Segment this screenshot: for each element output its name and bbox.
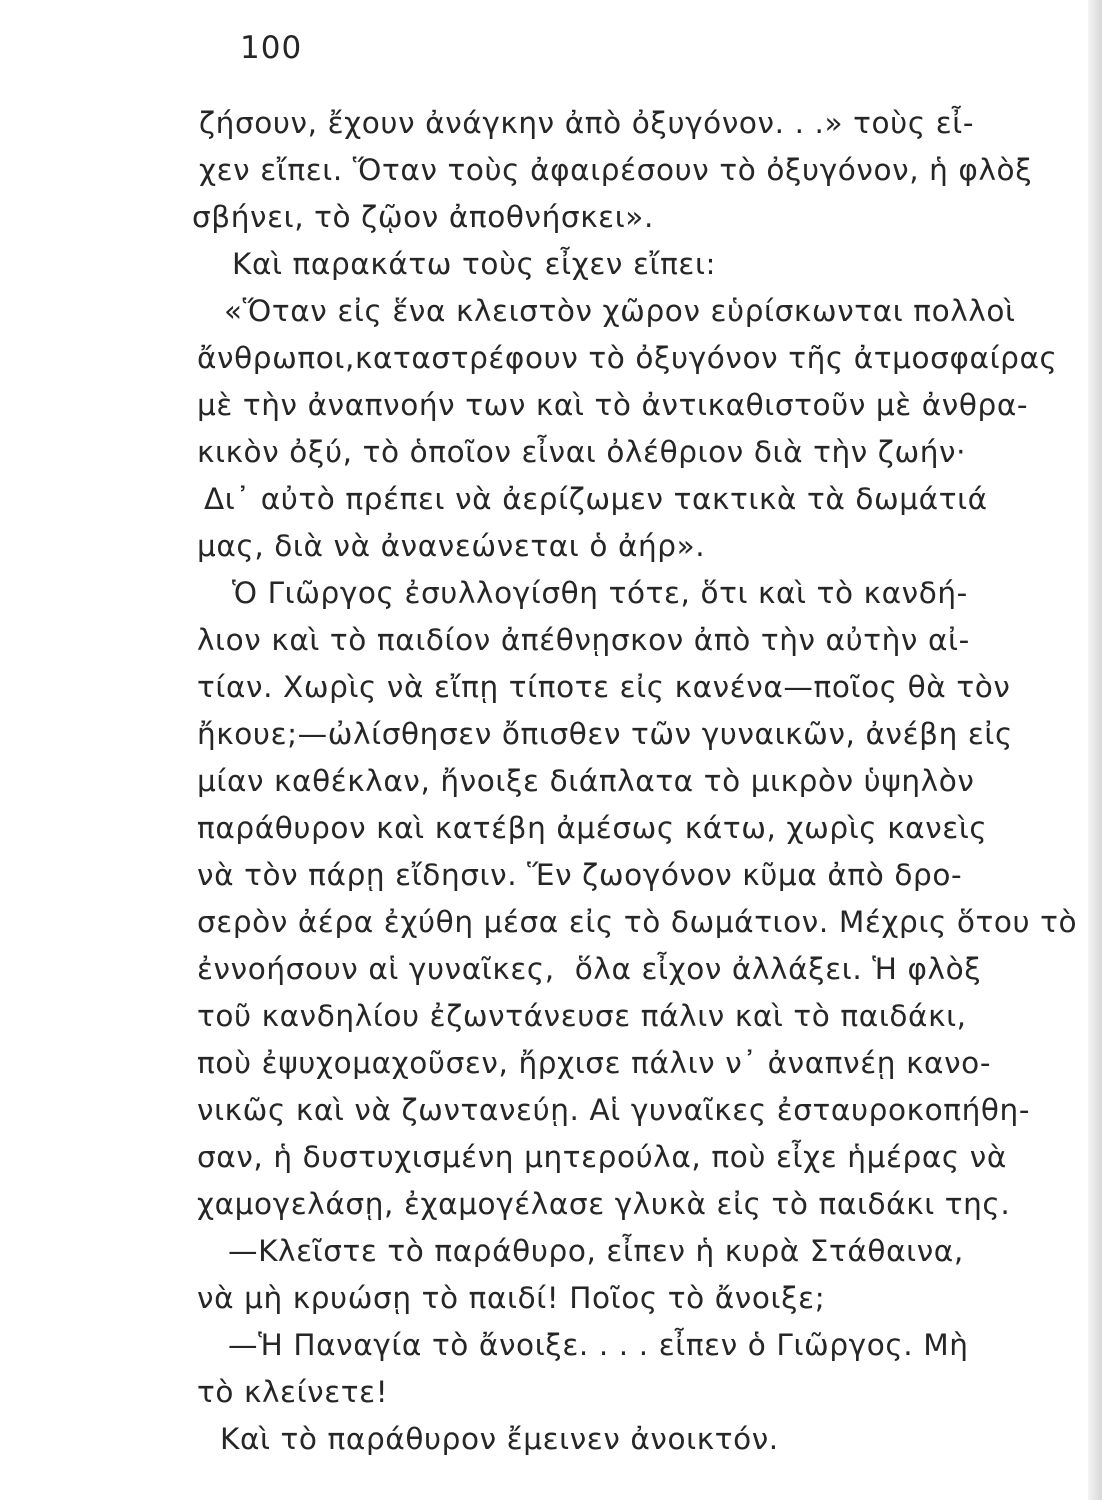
- text-line: νὰ τὸν πάρῃ εἴδησιν. Ἕν ζωογόνον κῦμα ἀπὸ δρο-: [197, 858, 963, 892]
- text-line: μὲ τὴν ἀναπνοήν των καὶ τὸ ἀντικαθιστοῦν μὲ ἀνθρα-: [197, 388, 1029, 422]
- text-line: λιον καὶ τὸ παιδίον ἀπέθνῃσκον ἀπὸ τὴν αὐτὴν αἰ-: [197, 623, 970, 657]
- text-line: τὸ κλείνετε!: [197, 1375, 389, 1409]
- text-line: τοῦ κανδηλίου ἐζωντάνευσε πάλιν καὶ τὸ παιδάκι,: [197, 999, 967, 1033]
- text-line: Καὶ παρακάτω τοὺς εἶχεν εἴπει:: [232, 247, 717, 281]
- text-line: μίαν καθέκλαν, ἤνοιξε διάπλατα τὸ μικρὸν ὑψηλὸν: [197, 764, 975, 798]
- text-line: σερὸν ἀέρα ἐχύθη μέσα εἰς τὸ δωμάτιον. Μέχρις ὅτου τὸ: [197, 905, 1078, 939]
- text-line: Ὁ Γιῶργος ἐσυλλογίσθη τότε, ὅτι καὶ τὸ κανδή-: [232, 576, 968, 610]
- text-line: ἐννοήσουν αἱ γυναῖκες, ὅλα εἶχον ἀλλάξει. Ἡ φλὸξ: [197, 952, 982, 986]
- text-line: χεν εἴπει. Ὅταν τοὺς ἀφαιρέσουν τὸ ὀξυγόνον, ἡ φλὸξ: [199, 153, 1033, 187]
- text-line: χαμογελάσῃ, ἐχαμογέλασε γλυκὰ εἰς τὸ παιδάκι της.: [197, 1187, 1011, 1221]
- text-line: σαν, ἡ δυστυχισμένη μητερούλα, ποὺ εἶχε ἡμέρας νὰ: [197, 1140, 1007, 1174]
- page-edge-shadow: [1088, 0, 1102, 1500]
- text-line: κικὸν ὀξύ, τὸ ὁποῖον εἶναι ὀλέθριον διὰ τὴν ζωήν·: [197, 435, 967, 469]
- text-line: νὰ μὴ κρυώσῃ τὸ παιδί! Ποῖος τὸ ἄνοιξε;: [197, 1281, 826, 1315]
- text-line: —Ἡ Παναγία τὸ ἄνοιξε. . . . εἶπεν ὁ Γιῶργος. Μὴ: [228, 1328, 969, 1362]
- text-line: μας, διὰ νὰ ἀνανεώνεται ὁ ἀήρ».: [197, 529, 706, 563]
- text-line: παράθυρον καὶ κατέβη ἀμέσως κάτω, χωρὶς κανεὶς: [197, 811, 988, 845]
- text-line: νικῶς καὶ νὰ ζωντανεύῃ. Αἱ γυναῖκες ἐσταυροκοπήθη-: [197, 1093, 1031, 1127]
- text-line: σβήνει, τὸ ζῷον ἀποθνήσκει».: [192, 200, 654, 234]
- page-number: 100: [240, 30, 303, 66]
- text-line: ζήσουν, ἔχουν ἀνάγκην ἀπὸ ὀξυγόνον. . .» τοὺς εἶ-: [199, 106, 975, 140]
- text-line: ἄνθρωποι,καταστρέφουν τὸ ὀξυγόνον τῆς ἀτμοσφαίρας: [197, 341, 1058, 375]
- text-line: ποὺ ἐψυχομαχοῦσεν, ἤρχισε πάλιν ν᾿ ἀναπνέῃ κανο-: [197, 1046, 992, 1080]
- text-line: τίαν. Χωρὶς νὰ εἴπῃ τίποτε εἰς κανένα—ποῖος θὰ τὸν: [197, 670, 1011, 704]
- text-line: ἤκουε;—ὠλίσθησεν ὄπισθεν τῶν γυναικῶν, ἀνέβη εἰς: [197, 717, 1013, 751]
- text-line: —Κλεῖστε τὸ παράθυρο, εἶπεν ἡ κυρὰ Στάθαινα,: [228, 1234, 964, 1268]
- text-line: Καὶ τὸ παράθυρον ἔμεινεν ἀνοικτόν.: [220, 1422, 779, 1456]
- text-line: Δι᾿ αὐτὸ πρέπει νὰ ἀερίζωμεν τακτικὰ τὰ δωμάτιά: [204, 482, 988, 516]
- text-line: «Ὅταν εἰς ἕνα κλειστὸν χῶρον εὑρίσκωνται πολλοὶ: [224, 294, 1016, 328]
